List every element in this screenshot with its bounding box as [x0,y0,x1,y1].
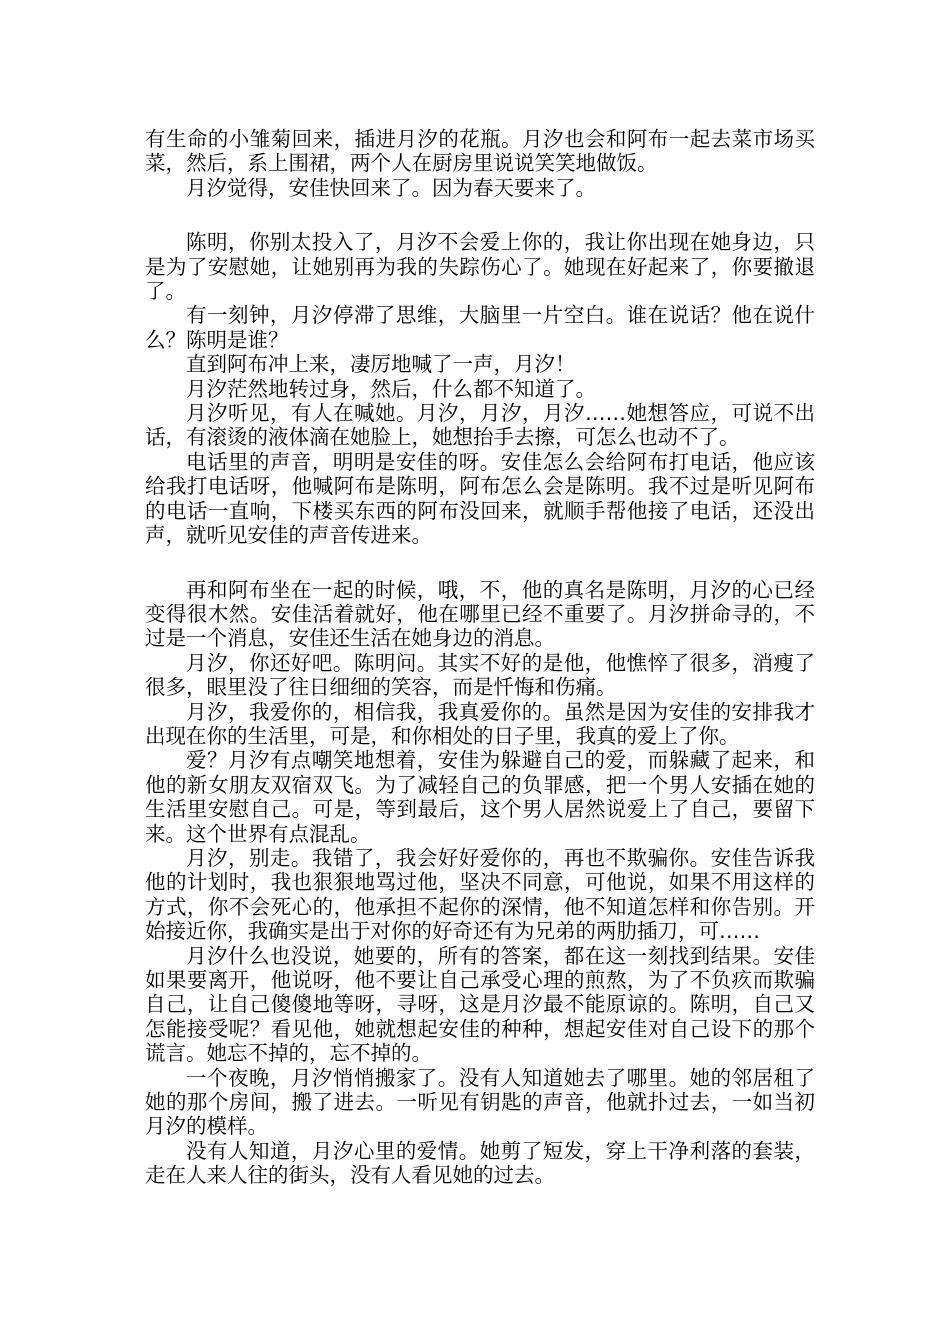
paragraph: 月汐，别走。我错了，我会好好爱你的，再也不欺骗你。安佳告诉我他的计划时，我也狠狠地骂过他，坚决不同意，可他说，如果不用这样的方式，你不会死心的，他承担不起你的深情，他不知道怎样和你告别。开始接近你，我确实是出于对你的好奇还有为兄弟的两肋插刀，可…… [145,845,815,944]
paragraph: 没有人知道，月汐心里的爱情。她剪了短发，穿上干净利落的套装，走在人来人往的街头，没有人看见她的过去。 [145,1138,815,1188]
paragraph: 月汐听见，有人在喊她。月汐，月汐，月汐……她想答应，可说不出话，有滚烫的液体滴在她脸上，她想抬手去擦，可怎么也动不了。 [145,401,815,450]
paragraph: 月汐什么也没说，她要的，所有的答案，都在这一刻找到结果。安佳如果要离开，他说呀，他不要让自己承受心理的煎熬，为了不负疚而欺骗自己，让自己傻傻地等呀，寻呀，这是月汐最不能原谅的。陈明，自己又怎能接受呢？看见他，她就想起安佳的种种，想起安佳对自己设下的那个谎言。她忘不掉的，忘不掉的。 [145,943,815,1066]
paragraph: 月汐，我爱你的，相信我，我真爱你的。虽然是因为安佳的安排我才出现在你的生活里，可是，和你相处的日子里，我真的爱上了你。 [145,699,815,748]
section-break [145,548,815,578]
paragraph: 月汐茫然地转过身，然后，什么都不知道了。 [186,376,596,401]
paragraph: 有一刻钟，月汐停滞了思维，大脑里一片空白。谁在说话？他在说什么？陈明是谁？ [145,303,815,352]
paragraph: 再和阿布坐在一起的时候，哦，不，他的真名是陈明，月汐的心已经变得很木然。安佳活着就好，他在哪里已经不重要了。月汐拼命寻的，不过是一个消息，安佳还生活在她身边的消息。 [145,577,815,651]
paragraph: 一个夜晚，月汐悄悄搬家了。没有人知道她去了哪里。她的邻居租了她的那个房间，搬了进去。一听见有钥匙的声音，他就扑过去，一如当初月汐的模样。 [145,1065,815,1139]
paragraph: 电话里的声音，明明是安佳的呀。安佳怎么会给阿布打电话，他应该给我打电话呀，他喊阿布是陈明，阿布怎么会是陈明。我不过是听见阿布的电话一直响，下楼买东西的阿布没回来，就顺手帮他接了电话，还没出声，就听见安佳的声音传进来。 [145,449,815,548]
paragraph: 直到阿布冲上来，凄厉地喊了一声，月汐！ [186,352,576,377]
paragraph: 爱？月汐有点嘲笑地想着，安佳为躲避自己的爱，而躲藏了起来，和他的新女朋友双宿双飞。为了减轻自己的负罪感，把一个男人安插在她的生活里安慰自己。可是，等到最后，这个男人居然说爱上了自己，要留下来。这个世界有点混乱。 [145,748,815,846]
paragraph: 陈明，你别太投入了，月汐不会爱上你的，我让你出现在她身边，只是为了安慰她，让她别再为我的失踪伤心了。她现在好起来了，你要撤退了。 [145,230,815,304]
document-page [145,127,815,1188]
paragraph: 月汐觉得，安佳快回来了。因为春天要来了。 [186,175,596,200]
section-break [145,200,815,230]
paragraph: 月汐，你还好吧。陈明问。其实不好的是他，他憔悴了很多，消瘦了很多，眼里没了往日细细的笑容，而是忏悔和伤痛。 [145,650,815,700]
paragraph: 有生命的小雏菊回来，插进月汐的花瓶。月汐也会和阿布一起去菜市场买菜，然后，系上围裙，两个人在厨房里说说笑笑地做饭。 [145,127,815,176]
